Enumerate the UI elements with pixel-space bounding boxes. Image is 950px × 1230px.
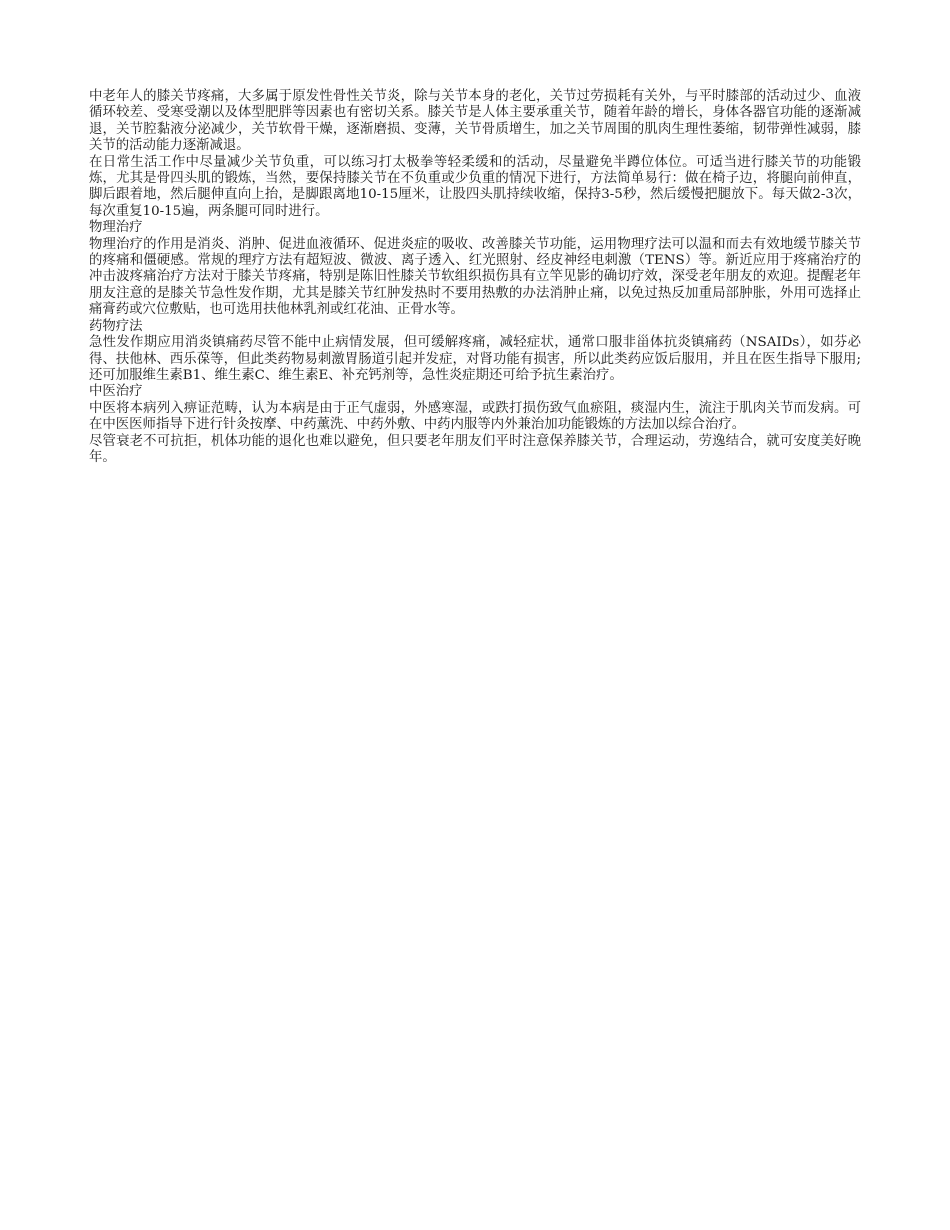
- section-heading-physical-therapy: 物理治疗: [89, 220, 143, 236]
- closing-paragraph: 尽管衰老不可抗拒，机体功能的退化也难以避免，但只要老年朋友们平时注意保养膝关节，合理运动，劳逸结合，就可安度美好晚年。: [89, 433, 861, 465]
- section-heading-tcm-therapy: 中医治疗: [89, 384, 143, 400]
- intro-paragraph-1: 中老年人的膝关节疼痛，大多属于原发性骨性关节炎，除与关节本身的老化，关节过劳损耗有关外，与平时膝部的活动过少、血液循环较差、受寒受潮以及体型肥胖等因素也有密切关系。膝关节是人体主要承重关节，随着年龄的增长，身体各器官功能的逐渐减退，关节腔黏液分泌减少，关节软骨干燥，逐渐磨损、变薄，关节骨质增生，加之关节周围的肌肉生理性萎缩，韧带弹性减弱，膝关节的活动能力逐渐减退。: [89, 89, 861, 154]
- intro-paragraph-2: 在日常生活工作中尽量减少关节负重，可以练习打太极拳等轻柔缓和的活动，尽量避免半蹲位体位。可适当进行膝关节的功能锻炼，尤其是骨四头肌的锻炼，当然，要保持膝关节在不负重或少负重的情况下进行，方法简单易行：做在椅子边，将腿向前伸直，脚后跟着地，然后腿伸直向上抬，是脚跟离地10-15厘米，让股四头肌持续收缩，保持3-5秒，然后缓慢把腿放下。每天做2-3次，每次重复10-15遍，两条腿可同时进行。: [89, 154, 861, 219]
- section-heading-drug-therapy: 药物疗法: [89, 318, 143, 334]
- section-body-physical-therapy: 物理治疗的作用是消炎、消肿、促进血液循环、促进炎症的吸收、改善膝关节功能，运用物理疗法可以温和而去有效地缓节膝关节的疼痛和僵硬感。常规的理疗方法有超短波、微波、离子透入、红光照射、经皮神经电刺激（TENS）等。新近应用于疼痛治疗的冲击波疼痛治疗方法对于膝关节疼痛，特别是陈旧性膝关节软组织损伤具有立竿见影的确切疗效，深受老年朋友的欢迎。提醒老年朋友注意的是膝关节急性发作期，尤其是膝关节红肿发热时不要用热敷的办法消肿止痛，以免过热反加重局部肿胀，外用可选择止痛膏药或穴位敷贴，也可选用扶他林乳剂或红花油、正骨水等。: [89, 236, 861, 318]
- section-body-drug-therapy: 急性发作期应用消炎镇痛药尽管不能中止病情发展，但可缓解疼痛，减轻症状，通常口服非甾体抗炎镇痛药（NSAIDs），如芬必得、扶他林、西乐葆等，但此类药物易刺激胃肠道引起并发症，对肾功能有损害，所以此类药应饭后服用，并且在医生指导下服用;还可加服维生素B1、维生素C、维生素E、补充钙剂等，急性炎症期还可给予抗生素治疗。: [89, 335, 861, 383]
- article-body: [89, 89, 861, 466]
- section-body-tcm-therapy: 中医将本病列入痹证范畴，认为本病是由于正气虚弱，外感寒湿，或跌打损伤致气血瘀阻，痰湿内生，流注于肌肉关节而发病。可在中医医师指导下进行针灸按摩、中药薰洗、中药外敷、中药内服等内外兼治加功能锻炼的方法加以综合治疗。: [89, 400, 861, 433]
